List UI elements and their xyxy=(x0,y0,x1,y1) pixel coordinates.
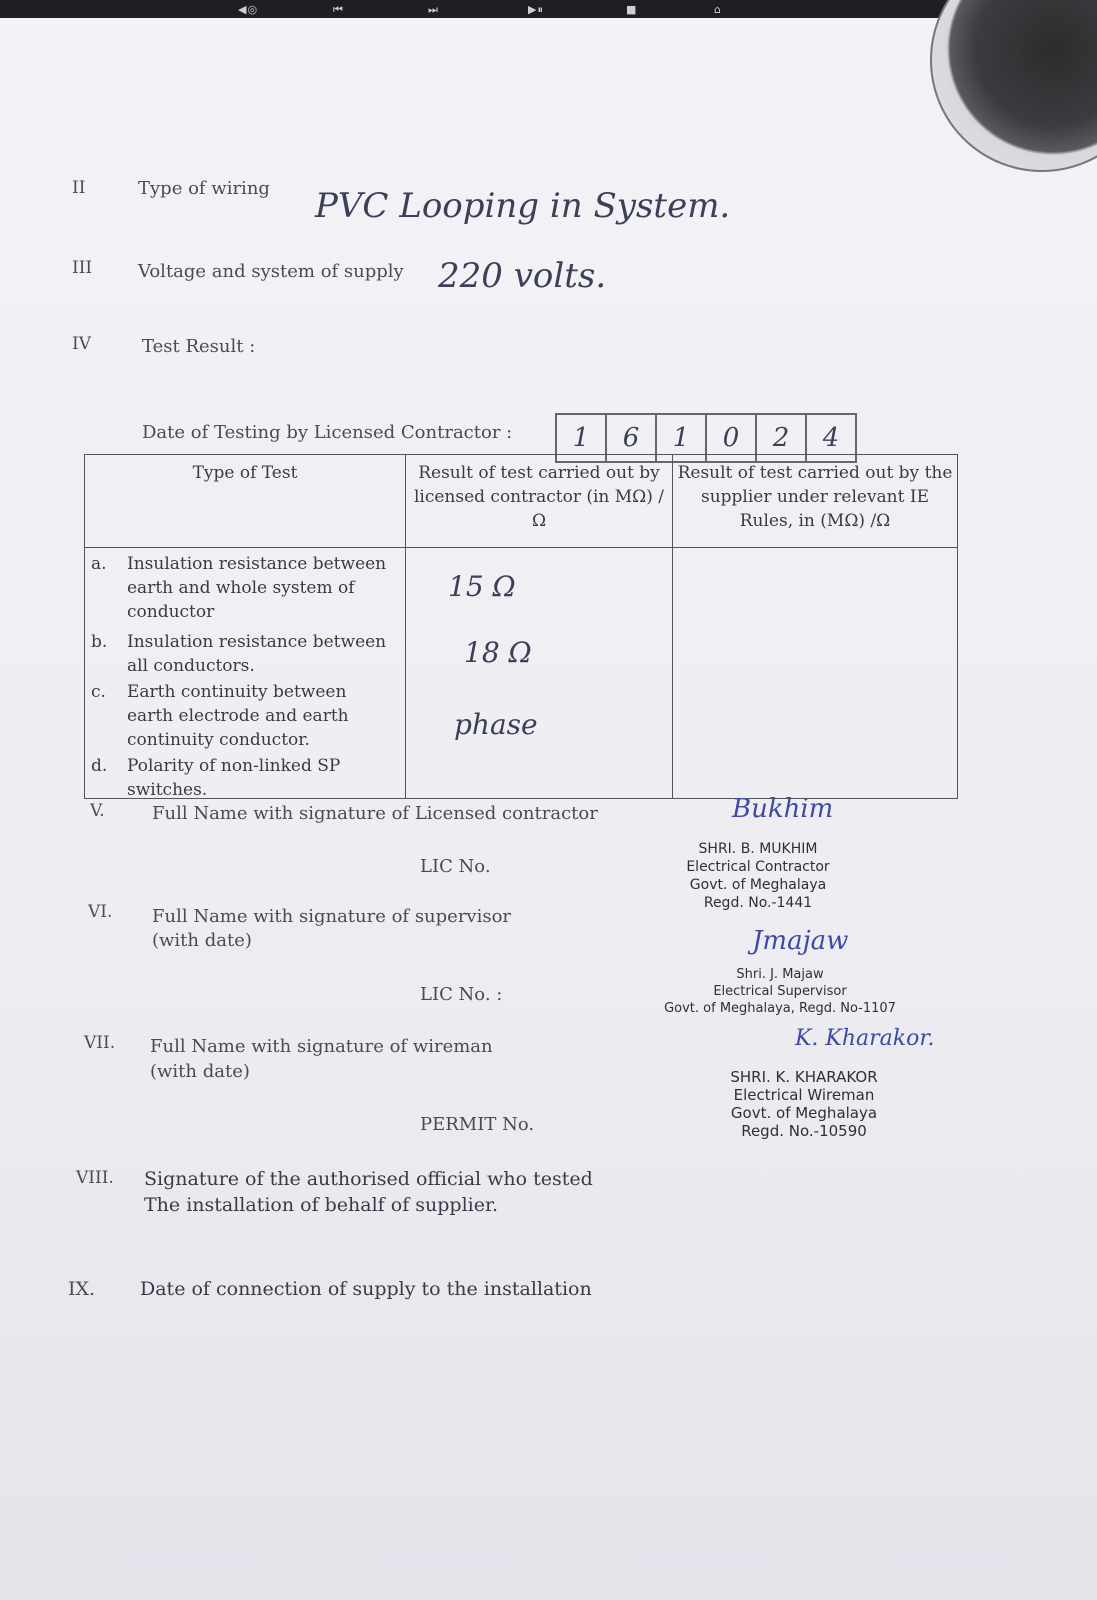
authorised-official-label-2: The installation of behalf of supplier. xyxy=(144,1194,499,1216)
item-number: III xyxy=(72,258,93,278)
date-of-connection-label: Date of connection of supply to the installation xyxy=(140,1278,592,1300)
date-of-testing-label: Date of Testing by Licensed Contractor : xyxy=(142,422,513,443)
skip-back-icon: ⏮ xyxy=(333,3,344,16)
table-row: b. Insulation resistance between all conductors. xyxy=(91,632,387,676)
section-number: V. xyxy=(90,801,105,821)
contractor-signature: Bukhim xyxy=(732,794,834,824)
date-digit: 1 xyxy=(557,415,607,461)
voltage-value: 220 volts. xyxy=(438,256,607,296)
voltage-label: Voltage and system of supply xyxy=(138,261,404,282)
home-icon: ⌂ xyxy=(714,3,722,16)
play-pause-icon: ▶⏸ xyxy=(528,3,544,16)
type-of-wiring-value: PVC Looping in System. xyxy=(315,186,731,226)
supervisor-date-label: (with date) xyxy=(152,930,252,951)
date-digit: 1 xyxy=(657,415,707,461)
stop-icon: ■ xyxy=(626,3,638,16)
wireman-signature: K. Kharakor. xyxy=(795,1026,935,1051)
date-digit: 0 xyxy=(707,415,757,461)
contractor-result-b: 18 Ω xyxy=(464,636,532,669)
table-row: d. Polarity of non-linked SP switches. xyxy=(91,756,341,800)
contractor-result-d: phase xyxy=(454,708,538,741)
wireman-date-label: (with date) xyxy=(150,1061,250,1082)
test-result-label: Test Result : xyxy=(142,336,256,357)
document-page xyxy=(0,18,1097,1600)
wireman-label: Full Name with signature of wireman xyxy=(150,1036,493,1057)
licensed-contractor-label: Full Name with signature of Licensed contractor xyxy=(152,803,598,824)
supervisor-label: Full Name with signature of supervisor xyxy=(152,906,512,927)
item-number: II xyxy=(72,178,86,198)
date-digit: 6 xyxy=(607,415,657,461)
section-number: VI. xyxy=(88,902,113,922)
header-supplier-result: Result of test carried out by the supplier under relevant IE Rules, in (MΩ) /Ω xyxy=(673,455,958,548)
header-contractor-result: Result of test carried out by licensed contractor (in MΩ) /Ω xyxy=(406,455,673,548)
skip-forward-icon: ⏭ xyxy=(428,3,439,16)
section-number: VIII. xyxy=(76,1168,114,1188)
contractor-result-a: 15 Ω xyxy=(448,570,516,603)
supervisor-signature: Jmajaw xyxy=(752,926,849,956)
contractor-stamp: SHRI. B. MUKHIM Electrical Contractor Govt. of Meghalaya Regd. No.-1441 xyxy=(686,841,830,911)
header-type-of-test: Type of Test xyxy=(85,455,406,548)
wireman-stamp: SHRI. K. KHARAKOR Electrical Wireman Govt. of Meghalaya Regd. No.-10590 xyxy=(730,1068,878,1140)
mute-icon: ◀◎ xyxy=(238,3,259,16)
date-digit: 4 xyxy=(822,423,840,453)
rubber-seal-stamp xyxy=(930,0,1097,172)
supervisor-lic-no-label: LIC No. : xyxy=(420,984,503,1005)
type-of-wiring-label: Type of wiring xyxy=(138,178,270,199)
table-row: a. Insulation resistance between earth and whole system of conductor xyxy=(91,554,387,622)
supervisor-stamp: Shri. J. Majaw Electrical Supervisor Govt. of Meghalaya, Regd. No-1107 xyxy=(664,967,896,1016)
permit-no-label: PERMIT No. xyxy=(420,1114,535,1135)
section-number: VII. xyxy=(84,1033,116,1053)
contractor-lic-no-label: LIC No. xyxy=(420,856,491,877)
table-row: c. Earth continuity between earth electrode and earth continuity conductor. xyxy=(91,682,349,750)
authorised-official-label: Signature of the authorised official who tested xyxy=(144,1168,593,1190)
item-number: IV xyxy=(72,334,91,354)
section-number: IX. xyxy=(68,1278,96,1300)
test-results-table xyxy=(84,454,958,799)
date-digit: 2 xyxy=(757,415,807,461)
